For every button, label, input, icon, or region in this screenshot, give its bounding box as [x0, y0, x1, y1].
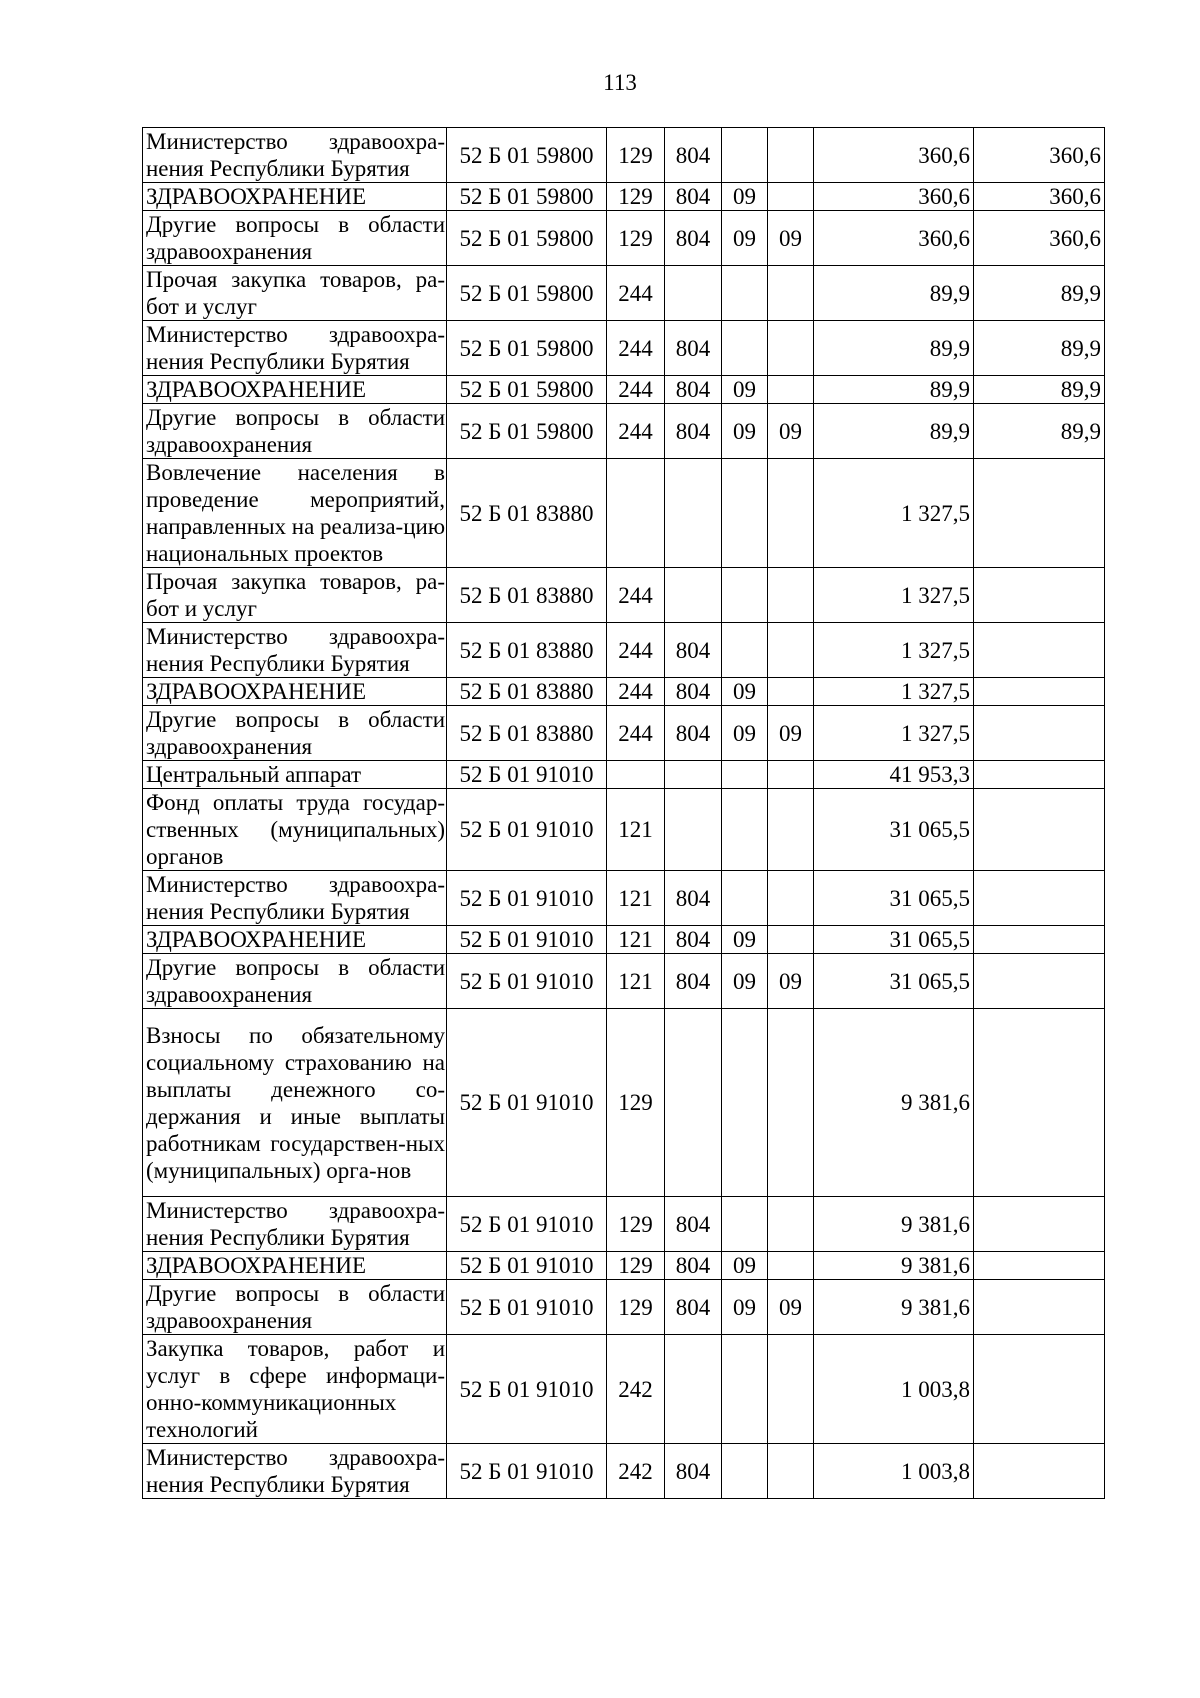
cell-amount-1: 41 953,3 [814, 761, 974, 789]
cell-amount-1: 31 065,5 [814, 926, 974, 954]
cell-target-article: 52 Б 01 91010 [447, 761, 607, 789]
cell-target-article: 52 Б 01 83880 [447, 459, 607, 568]
table-row [143, 404, 1105, 459]
cell-section: 09 [722, 1252, 768, 1280]
cell-amount-2 [974, 871, 1105, 926]
cell-administrator-code: 804 [665, 321, 722, 376]
cell-section: 09 [722, 706, 768, 761]
cell-target-article: 52 Б 01 91010 [447, 1280, 607, 1335]
cell-amount-1: 1 327,5 [814, 623, 974, 678]
cell-expense-type: 244 [607, 266, 665, 321]
cell-amount-1: 360,6 [814, 128, 974, 183]
cell-amount-1: 31 065,5 [814, 954, 974, 1009]
cell-name: Закупка товаров, работ и услуг в сфере информаци-онно-коммуникационных технологий [143, 1335, 447, 1444]
cell-subsection [768, 789, 814, 871]
cell-name: Прочая закупка товаров, ра-бот и услуг [143, 266, 447, 321]
cell-administrator-code: 804 [665, 623, 722, 678]
cell-section [722, 623, 768, 678]
cell-administrator-code: 804 [665, 706, 722, 761]
table-row [143, 871, 1105, 926]
cell-amount-1: 31 065,5 [814, 789, 974, 871]
cell-target-article: 52 Б 01 83880 [447, 678, 607, 706]
cell-expense-type: 121 [607, 926, 665, 954]
cell-subsection [768, 321, 814, 376]
cell-expense-type: 244 [607, 404, 665, 459]
cell-amount-2 [974, 954, 1105, 1009]
cell-section: 09 [722, 926, 768, 954]
cell-administrator-code [665, 1335, 722, 1444]
cell-expense-type: 129 [607, 211, 665, 266]
cell-administrator-code: 804 [665, 1280, 722, 1335]
cell-amount-2: 360,6 [974, 183, 1105, 211]
cell-target-article: 52 Б 01 91010 [447, 1444, 607, 1499]
cell-name: Вовлечение населения в проведение мероприятий, направленных на реализа-цию национальных проектов [143, 459, 447, 568]
table-row [143, 321, 1105, 376]
cell-target-article: 52 Б 01 59800 [447, 321, 607, 376]
cell-administrator-code: 804 [665, 678, 722, 706]
cell-expense-type: 129 [607, 1197, 665, 1252]
cell-subsection: 09 [768, 706, 814, 761]
cell-administrator-code: 804 [665, 1197, 722, 1252]
table-row [143, 926, 1105, 954]
cell-amount-1: 1 327,5 [814, 459, 974, 568]
cell-amount-1: 89,9 [814, 376, 974, 404]
cell-amount-1: 9 381,6 [814, 1197, 974, 1252]
table-row [143, 183, 1105, 211]
cell-target-article: 52 Б 01 91010 [447, 1252, 607, 1280]
cell-amount-2 [974, 623, 1105, 678]
cell-amount-1: 89,9 [814, 266, 974, 321]
cell-name: Министерство здравоохра-нения Республики Бурятия [143, 871, 447, 926]
cell-amount-1: 360,6 [814, 211, 974, 266]
cell-section [722, 1444, 768, 1499]
page-number: 113 [603, 70, 637, 95]
cell-section: 09 [722, 1280, 768, 1335]
cell-administrator-code: 804 [665, 954, 722, 1009]
cell-amount-2 [974, 761, 1105, 789]
cell-subsection [768, 678, 814, 706]
cell-administrator-code: 804 [665, 376, 722, 404]
cell-target-article: 52 Б 01 91010 [447, 954, 607, 1009]
cell-section [722, 266, 768, 321]
cell-amount-2 [974, 459, 1105, 568]
cell-amount-2: 89,9 [974, 404, 1105, 459]
cell-subsection [768, 1335, 814, 1444]
cell-amount-2 [974, 789, 1105, 871]
cell-administrator-code: 804 [665, 926, 722, 954]
cell-administrator-code: 804 [665, 871, 722, 926]
cell-administrator-code [665, 761, 722, 789]
cell-amount-2 [974, 1197, 1105, 1252]
cell-section [722, 1197, 768, 1252]
cell-amount-2 [974, 706, 1105, 761]
cell-administrator-code [665, 568, 722, 623]
cell-amount-2 [974, 678, 1105, 706]
cell-amount-2 [974, 1009, 1105, 1197]
cell-expense-type: 129 [607, 1009, 665, 1197]
cell-name: Фонд оплаты труда государ-ственных (муниципальных) органов [143, 789, 447, 871]
cell-amount-1: 9 381,6 [814, 1280, 974, 1335]
cell-name: Центральный аппарат [143, 761, 447, 789]
cell-name: ЗДРАВООХРАНЕНИЕ [143, 678, 447, 706]
cell-section [722, 1335, 768, 1444]
cell-administrator-code: 804 [665, 404, 722, 459]
cell-target-article: 52 Б 01 91010 [447, 926, 607, 954]
cell-section [722, 1009, 768, 1197]
cell-subsection [768, 183, 814, 211]
cell-amount-1: 1 327,5 [814, 568, 974, 623]
cell-section [722, 761, 768, 789]
cell-subsection [768, 1197, 814, 1252]
cell-subsection [768, 761, 814, 789]
cell-name: Министерство здравоохра-нения Республики Бурятия [143, 128, 447, 183]
cell-amount-2 [974, 1444, 1105, 1499]
cell-amount-2: 89,9 [974, 266, 1105, 321]
cell-amount-1: 1 327,5 [814, 678, 974, 706]
cell-subsection: 09 [768, 404, 814, 459]
table-row [143, 1335, 1105, 1444]
cell-amount-1: 1 003,8 [814, 1335, 974, 1444]
cell-subsection [768, 128, 814, 183]
cell-target-article: 52 Б 01 59800 [447, 128, 607, 183]
cell-administrator-code: 804 [665, 1444, 722, 1499]
table-row [143, 1009, 1105, 1197]
cell-subsection [768, 266, 814, 321]
table-row [143, 678, 1105, 706]
cell-administrator-code [665, 1009, 722, 1197]
cell-name: Прочая закупка товаров, ра-бот и услуг [143, 568, 447, 623]
cell-target-article: 52 Б 01 59800 [447, 183, 607, 211]
cell-amount-1: 89,9 [814, 404, 974, 459]
cell-name: Другие вопросы в области здравоохранения [143, 404, 447, 459]
cell-amount-2: 89,9 [974, 376, 1105, 404]
cell-target-article: 52 Б 01 91010 [447, 1197, 607, 1252]
cell-name: Министерство здравоохра-нения Республики Бурятия [143, 321, 447, 376]
cell-name: Министерство здравоохра-нения Республики Бурятия [143, 623, 447, 678]
cell-name: ЗДРАВООХРАНЕНИЕ [143, 183, 447, 211]
cell-amount-1: 360,6 [814, 183, 974, 211]
table-row [143, 1280, 1105, 1335]
cell-expense-type: 121 [607, 954, 665, 1009]
cell-amount-1: 1 327,5 [814, 706, 974, 761]
cell-section: 09 [722, 678, 768, 706]
cell-amount-2: 89,9 [974, 321, 1105, 376]
cell-section [722, 128, 768, 183]
cell-section [722, 459, 768, 568]
cell-section [722, 871, 768, 926]
cell-expense-type [607, 761, 665, 789]
cell-expense-type: 129 [607, 183, 665, 211]
cell-expense-type: 129 [607, 128, 665, 183]
table-row [143, 568, 1105, 623]
cell-section [722, 568, 768, 623]
cell-amount-2 [974, 1252, 1105, 1280]
cell-amount-1: 1 003,8 [814, 1444, 974, 1499]
cell-target-article: 52 Б 01 59800 [447, 376, 607, 404]
cell-section [722, 321, 768, 376]
cell-section: 09 [722, 404, 768, 459]
cell-subsection [768, 926, 814, 954]
cell-expense-type: 244 [607, 376, 665, 404]
cell-administrator-code [665, 266, 722, 321]
cell-target-article: 52 Б 01 83880 [447, 623, 607, 678]
cell-administrator-code [665, 459, 722, 568]
table-row [143, 623, 1105, 678]
cell-subsection [768, 623, 814, 678]
cell-amount-2 [974, 568, 1105, 623]
table-row [143, 376, 1105, 404]
cell-section [722, 789, 768, 871]
table-row [143, 1252, 1105, 1280]
table-row [143, 266, 1105, 321]
cell-subsection [768, 459, 814, 568]
cell-expense-type: 121 [607, 871, 665, 926]
cell-subsection: 09 [768, 954, 814, 1009]
cell-amount-1: 31 065,5 [814, 871, 974, 926]
cell-amount-2: 360,6 [974, 128, 1105, 183]
cell-target-article: 52 Б 01 59800 [447, 404, 607, 459]
cell-expense-type: 244 [607, 568, 665, 623]
table-row [143, 954, 1105, 1009]
table-row [143, 128, 1105, 183]
cell-subsection: 09 [768, 1280, 814, 1335]
cell-name: Другие вопросы в области здравоохранения [143, 1280, 447, 1335]
cell-name: ЗДРАВООХРАНЕНИЕ [143, 926, 447, 954]
cell-expense-type: 129 [607, 1280, 665, 1335]
table-row [143, 1444, 1105, 1499]
cell-amount-1: 89,9 [814, 321, 974, 376]
cell-target-article: 52 Б 01 91010 [447, 871, 607, 926]
budget-table [142, 127, 1105, 1499]
table-row [143, 459, 1105, 568]
cell-subsection: 09 [768, 211, 814, 266]
cell-target-article: 52 Б 01 83880 [447, 706, 607, 761]
cell-expense-type: 242 [607, 1335, 665, 1444]
cell-administrator-code: 804 [665, 211, 722, 266]
cell-target-article: 52 Б 01 91010 [447, 789, 607, 871]
cell-name: Министерство здравоохра-нения Республики Бурятия [143, 1197, 447, 1252]
cell-name: Другие вопросы в области здравоохранения [143, 211, 447, 266]
cell-expense-type: 244 [607, 678, 665, 706]
cell-subsection [768, 1444, 814, 1499]
cell-section: 09 [722, 211, 768, 266]
table-body [143, 128, 1105, 1499]
cell-amount-2 [974, 1280, 1105, 1335]
cell-target-article: 52 Б 01 59800 [447, 211, 607, 266]
cell-name: Другие вопросы в области здравоохранения [143, 954, 447, 1009]
cell-target-article: 52 Б 01 83880 [447, 568, 607, 623]
cell-target-article: 52 Б 01 59800 [447, 266, 607, 321]
cell-target-article: 52 Б 01 91010 [447, 1335, 607, 1444]
cell-name: ЗДРАВООХРАНЕНИЕ [143, 376, 447, 404]
cell-expense-type: 244 [607, 321, 665, 376]
cell-subsection [768, 376, 814, 404]
cell-section: 09 [722, 954, 768, 1009]
table-row [143, 789, 1105, 871]
cell-subsection [768, 1252, 814, 1280]
cell-administrator-code: 804 [665, 1252, 722, 1280]
table-row [143, 211, 1105, 266]
table-row [143, 706, 1105, 761]
cell-amount-2 [974, 1335, 1105, 1444]
cell-target-article: 52 Б 01 91010 [447, 1009, 607, 1197]
cell-name: Взносы по обязательному социальному страхованию на выплаты денежного со-держания и иные выплаты работникам государствен-ных (муниципальных) орга-нов [143, 1009, 447, 1197]
cell-amount-2: 360,6 [974, 211, 1105, 266]
cell-subsection [768, 871, 814, 926]
cell-administrator-code: 804 [665, 128, 722, 183]
cell-subsection [768, 1009, 814, 1197]
table-row [143, 761, 1105, 789]
cell-name: Министерство здравоохра-нения Республики Бурятия [143, 1444, 447, 1499]
cell-expense-type: 244 [607, 706, 665, 761]
cell-expense-type: 244 [607, 623, 665, 678]
cell-expense-type: 129 [607, 1252, 665, 1280]
cell-amount-1: 9 381,6 [814, 1009, 974, 1197]
cell-administrator-code: 804 [665, 183, 722, 211]
cell-expense-type: 242 [607, 1444, 665, 1499]
table-row [143, 1197, 1105, 1252]
cell-expense-type [607, 459, 665, 568]
cell-section: 09 [722, 376, 768, 404]
cell-administrator-code [665, 789, 722, 871]
cell-section: 09 [722, 183, 768, 211]
cell-amount-2 [974, 926, 1105, 954]
cell-amount-1: 9 381,6 [814, 1252, 974, 1280]
cell-subsection [768, 568, 814, 623]
cell-name: ЗДРАВООХРАНЕНИЕ [143, 1252, 447, 1280]
cell-expense-type: 121 [607, 789, 665, 871]
cell-name: Другие вопросы в области здравоохранения [143, 706, 447, 761]
